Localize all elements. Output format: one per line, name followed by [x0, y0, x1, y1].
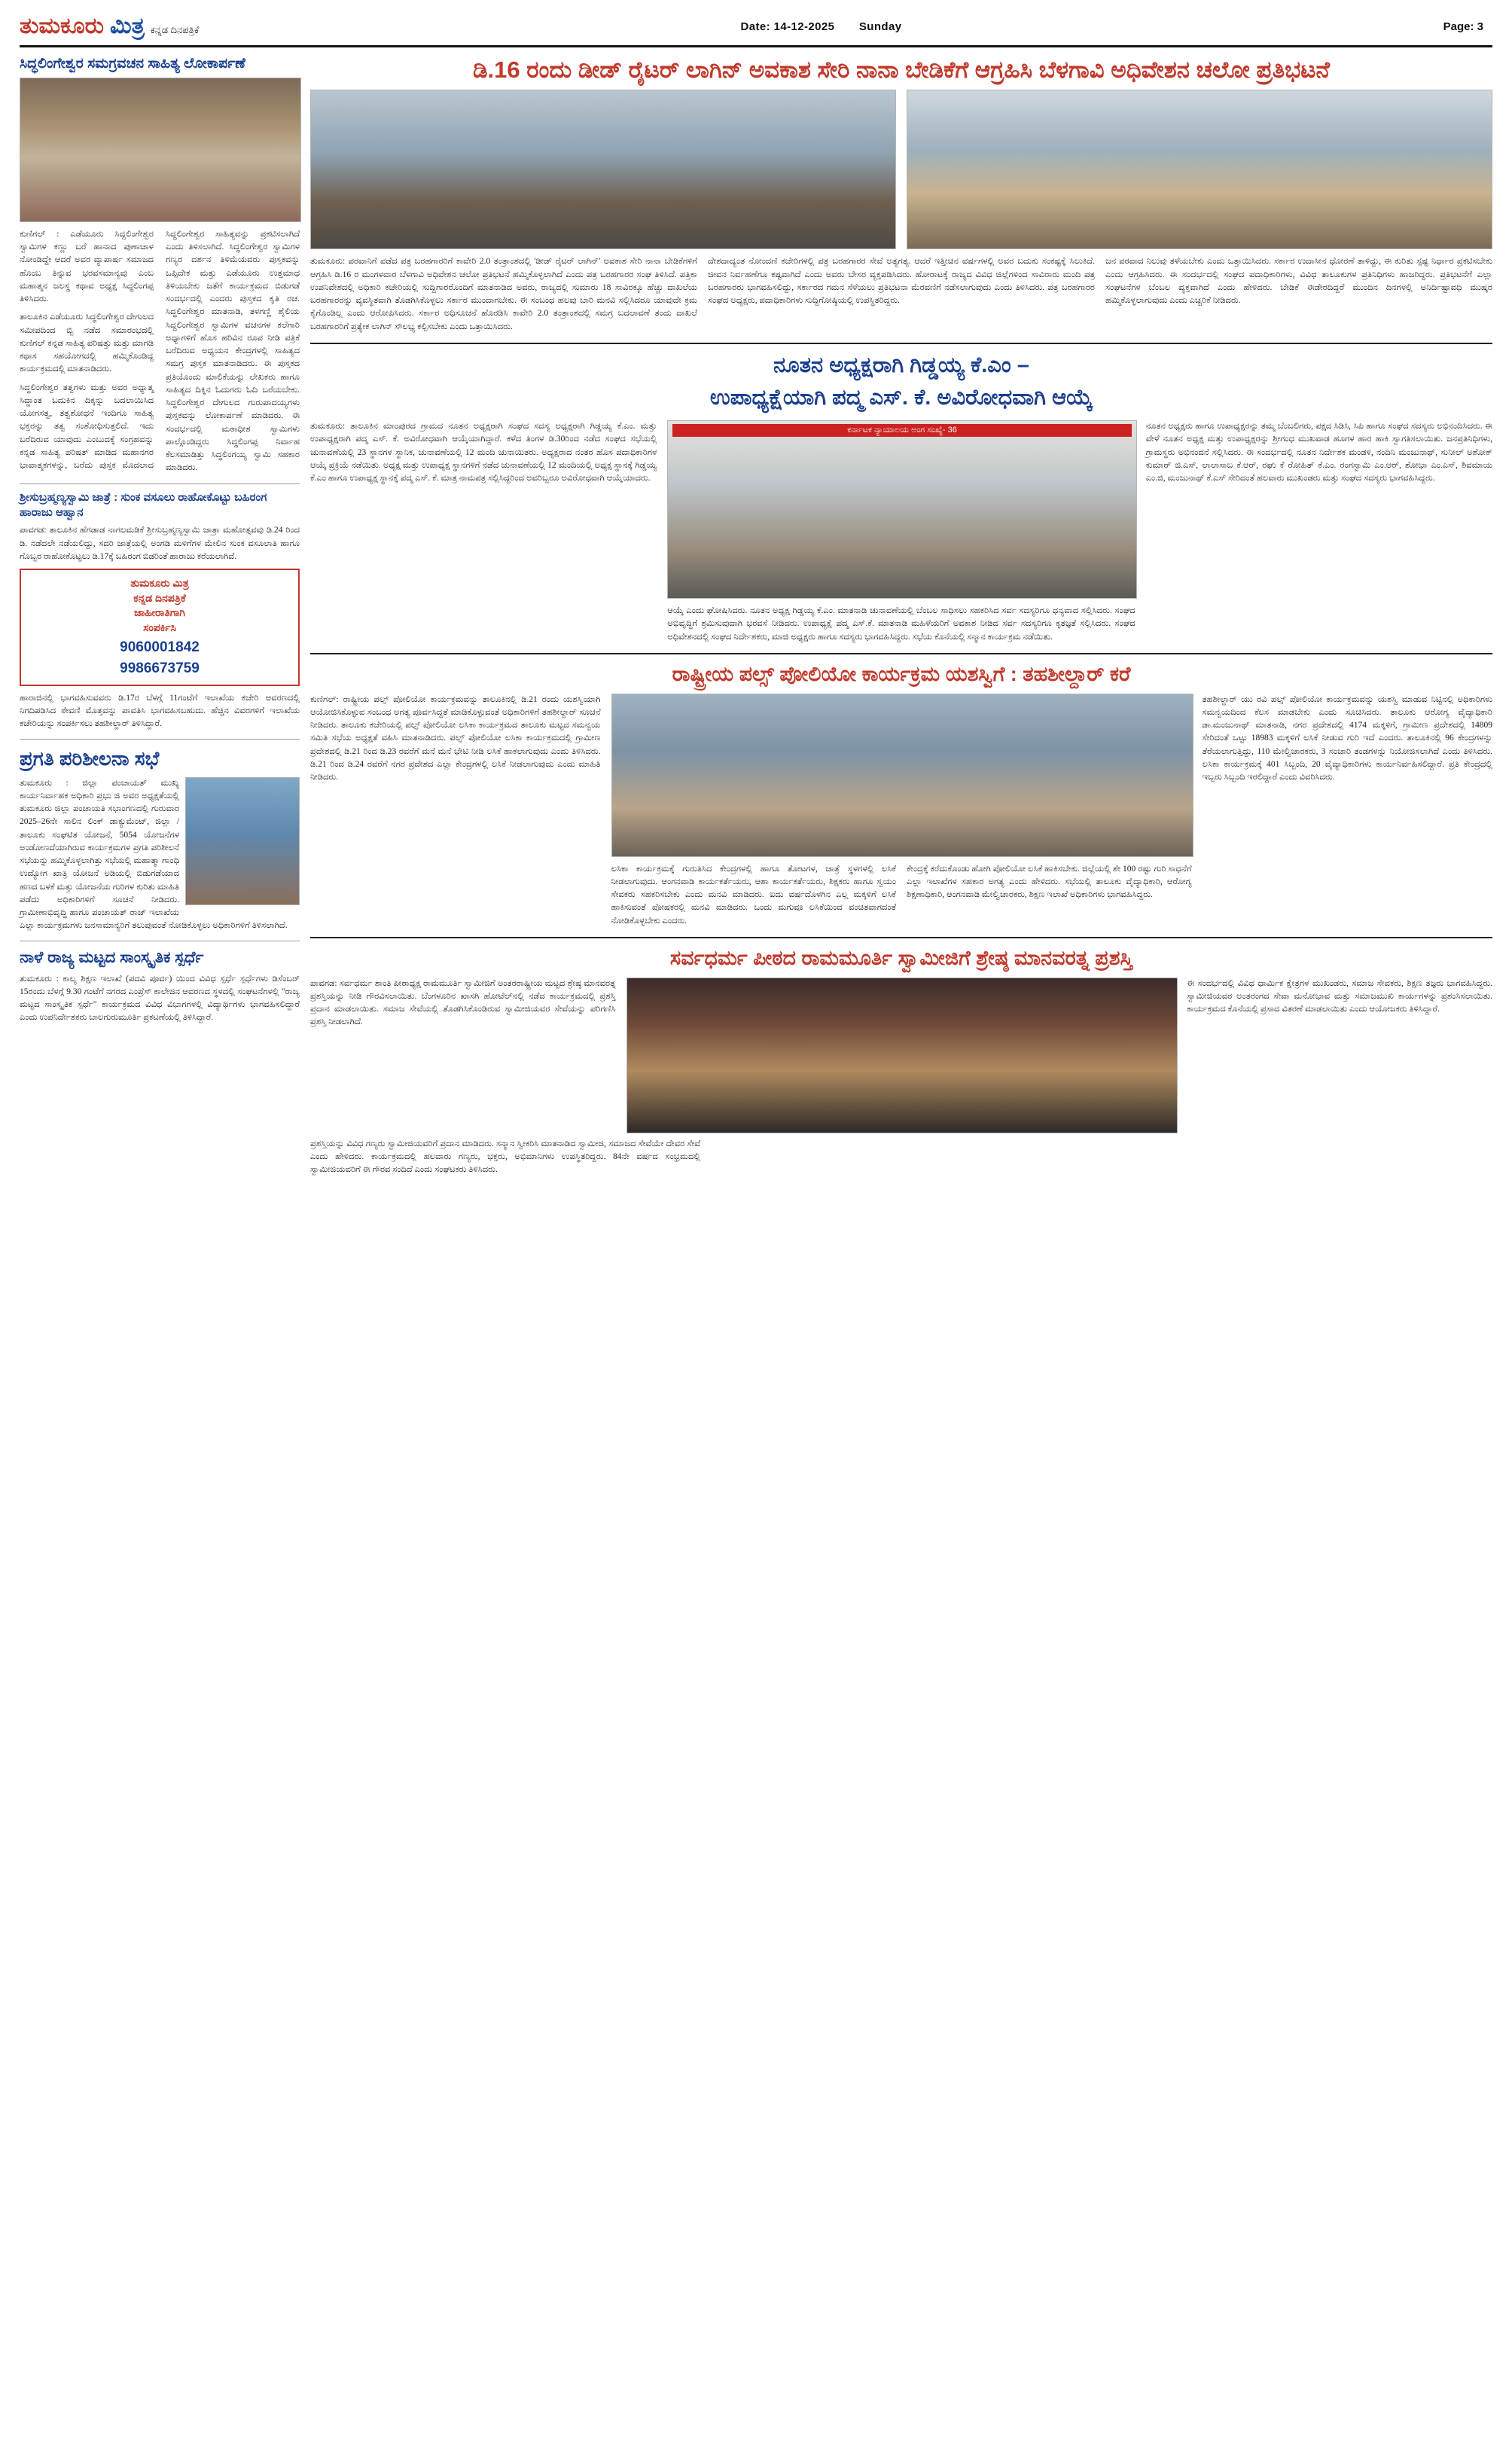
- advertisement-box[interactable]: [20, 569, 300, 686]
- headline-award-swamiji: ಸರ್ವಧರ್ಮ ಪೀಠದ ರಾಮಮೂರ್ತಿ ಸ್ವಾಮೀಜಿಗೆ ಶ್ರೇಷ್ಠ ಮಾನವರತ್ನ ಪ್ರಶಸ್ತಿ: [669, 946, 1133, 969]
- photo-press-meet-1: [310, 90, 896, 249]
- masthead: [20, 14, 1492, 47]
- headline-pulse-polio: ರಾಷ್ಟ್ರೀಯ ಪಲ್ಸ್ ಪೋಲಿಯೋ ಕಾರ್ಯಕ್ರಮ ಯಶಸ್ವಿಗೆ : ತಹಶೀಲ್ದಾರ್ ಕರೆ: [672, 662, 1131, 685]
- article-paragraph: ತುಮಕೂರು : ಕಾಲ್ಯ ಶಿಕ್ಷಣ ಇಲಾಖೆ (ಪದವಿ ಪೂರ್ವ) ಯಿಂದ ವಿವಿಧ ಸ್ಪರ್ಧೆ ಸ್ಪರ್ಧೆಗಳು ಡಿಸೆಂಬರ್ 15ರಂದು ಬೆಳಗ್ಗೆ 9.30 ಗಂಟೆಗೆ ನಗರದ ಎಂಪ್ರೆಸ್ ಕಾಲೇಜಿನ ಆವರಣದ ಸ್ಥಳದಲ್ಲಿ ಸಂಘಟನೆಗಳಲ್ಲಿ "ರಾಜ್ಯ ಮಟ್ಟದ ಸಾಂಸ್ಕೃತಿಕ ಸ್ಪರ್ಧೆ" ಕಾರ್ಯಕ್ರಮದ ವಿವಿಧ ವಿಭಾಗಗಳಲ್ಲಿ ವಿದ್ಯಾರ್ಥಿಗಳು ಭಾಗವಹಿಸಲಿದ್ದಾರೆ ಎಂದು ಉಪನಿರ್ದೇಶಕರು ಬಾಲಗುರುಮೂರ್ತಿ ಪ್ರಕಟಣೆಯಲ್ಲಿ ತಿಳಿಸಿದ್ದಾರೆ.: [20, 974, 300, 1023]
- article-paragraph: ತುಮಕೂರು : ಜಿಲ್ಲಾ ಪಂಚಾಯತ್ ಮುಖ್ಯ ಕಾರ್ಯನಿರ್ವಾಹಕ ಅಧಿಕಾರಿ ಪ್ರಭು ಜಿ ಅವರ ಅಧ್ಯಕ್ಷತೆಯಲ್ಲಿ ತುಮಕೂರು ಜಿಲ್ಲಾ ಪಂಚಾಯತಿ ಸಭಾಂಗಣದಲ್ಲಿ ಗುರುವಾರ 2025–26ನೇ ಸಾಲಿನ ಲಿಂಕ್ ಡಾಕ್ಯುಮೆಂಟ್, ಜಿಲ್ಲಾ / ತಾಲೂಕು ಸಂಘಟಿತ ಯೋಜನೆ, 5054 ಯೋಜನೆಗಳ ಅಂಡೋಣದೆಯಾಗಿರುವ ಕಾರ್ಯಕ್ರಮಗಳ ಪ್ರಗತಿ ಪರಿಶೀಲನೆ ಸಭೆಯನ್ನು ಹಮ್ಮಿಕೊಳ್ಳಲಾಗಿತ್ತು ಸಭೆಯಲ್ಲಿ ಮಹಾತ್ಮಾ ಗಾಂಧಿ ಉದ್ಯೋಗ ಖಾತ್ರಿ ಯೋಜನೆ ಅಡಿಯಲ್ಲಿ ಬಿಡುಗಡೆಯಾದ ಹಣದ ಬಳಕೆ ಮತ್ತು ಯೋಜನೆಯ ಗುರಿಗಳ ಕುರಿತು ಮಾಹಿತಿ ಪಡೆದು ಅಧಿಕಾರಿಗಳಿಗೆ ಸೂಚನೆ ನೀಡಿದರು. ಗ್ರಾಮೀಣಾಭಿವೃದ್ಧಿ ಹಾಗೂ ಪಂಚಾಯತ್ ರಾಜ್ ಇಲಾಖೆಯ ಎಲ್ಲಾ ಕಾರ್ಯಕ್ರಮಗಳು ಜನಸಾಮಾನ್ಯರಿಗೆ ತಲುಪುವಂತೆ ನೋಡಿಕೊಳ್ಳಲು ಅಧಿಕಾರಿಗಳಿಗೆ ತಿಳಿಸಲಾಗಿದೆ.: [20, 778, 288, 931]
- portrait-photo-officer: [185, 777, 300, 905]
- photo-press-meet-2: [907, 90, 1492, 249]
- story4-body: [310, 978, 1492, 1133]
- ad-line-1: ತುಮಕೂರು ಮಿತ್ರ: [130, 577, 189, 590]
- date-label: Date: 14-12-2025: [740, 20, 835, 33]
- photo-award-ceremony: [626, 978, 1178, 1133]
- ad-phone-2[interactable]: 9986673759: [120, 660, 200, 677]
- article-subrahmanya: [20, 524, 300, 563]
- ad-line-4: ಸಂಪರ್ಕಿಸಿ: [143, 621, 176, 633]
- ad-phone-1[interactable]: 9060001842: [120, 639, 200, 655]
- headline-cultural-competition: ನಾಳೆ ರಾಜ್ಯ ಮಟ್ಟದ ಸಾಂಸ್ಕೃತಿಕ ಸ್ಪರ್ಧೆ: [20, 948, 204, 966]
- article-siddalingeshwara: [20, 228, 300, 477]
- headline-new-president-line2: ಉಪಾಧ್ಯಕ್ಷೆಯಾಗಿ ಪದ್ಮ ಎಸ್. ಕೆ. ಅವಿರೋಧವಾಗಿ ಆಯ್ಕೆ: [709, 386, 1093, 410]
- story4-col-3: ಈ ಸಂದರ್ಭದಲ್ಲಿ ವಿವಿಧ ಧಾರ್ಮಿಕ ಕ್ಷೇತ್ರಗಳ ಮುಖಂಡರು, ಸಮಾಜ ಸೇವಕರು, ಶಿಕ್ಷಣ ತಜ್ಞರು ಭಾಗವಹಿಸಿದ್ದರು. ಸ್ವಾಮೀಜಿಯವರ ಅಂತರಂಗದ ಸೇವಾ ಮನೋಭಾವ ಮತ್ತು ಸಮಾಜಮುಖಿ ಕಾರ್ಯಗಳನ್ನು ಪ್ರಶಂಸಿಸಲಾಯಿತು. ಕಾರ್ಯಕ್ರಮದ ಕೊನೆಯಲ್ಲಿ ಪ್ರಸಾದ ವಿತರಣೆ ಮಾಡಲಾಯಿತು ಎಂದು ಆಯೋಜಕರು ತಿಳಿಸಿದ್ದಾರೆ.: [1187, 978, 1493, 1014]
- logo-text-secondary: ಮಿತ್ರ: [110, 14, 145, 38]
- photo-polio-meeting: [611, 694, 1193, 857]
- article-subrahmanya-cont: [20, 692, 300, 731]
- logo-text-primary: ತುಮಕೂರು: [20, 14, 105, 38]
- headline-pragati-sabhe: ಪ್ರಗತಿ ಪರಿಶೀಲನಾ ಸಭೆ: [20, 746, 160, 770]
- photo-book-release: [20, 78, 301, 222]
- headline-siddalingeshwara: ಸಿದ್ಧಲಿಂಗೇಶ್ವರ ಸಮಗ್ರವಚನ ಸಾಹಿತ್ಯ ಲೋಕಾರ್ಪಣೆ: [20, 56, 245, 72]
- headline-new-president-line1: ನೂತನ ಅಧ್ಯಕ್ಷರಾಗಿ ಗಿಡ್ಡಯ್ಯ ಕೆ.ಎಂ –: [773, 352, 1029, 377]
- headline-deed-writer-protest: ಡಿ.16 ರಂದು ಡೀಡ್ ರೈಟರ್ ಲಾಗಿನ್ ಅವಕಾಶ ಸೇರಿ ನಾನಾ ಬೇಡಿಕೆಗೆ ಆಗ್ರಹಿಸಿ ಬೆಳಗಾವಿ ಅಧಿವೇಶನ ಚಲೋ ಪ್ರತಿಭಟನೆ: [472, 56, 1331, 83]
- story4-col-2: ಪ್ರಶಸ್ತಿಯನ್ನು ವಿವಿಧ ಗಣ್ಯರು ಸ್ವಾಮೀಜಿಯವರಿಗೆ ಪ್ರದಾನ ಮಾಡಿದರು. ಸನ್ಮಾನ ಸ್ವೀಕರಿಸಿ ಮಾತನಾಡಿದ ಸ್ವಾಮೀಜಿ, ಸಮಾಜದ ಸೇವೆಯೇ ದೇವರ ಸೇವೆ ಎಂದು ಹೇಳಿದರು. ಕಾರ್ಯಕ್ರಮದಲ್ಲಿ ಹಲವಾರು ಗಣ್ಯರು, ಭಕ್ತರು, ಅಭಿಮಾನಿಗಳು ಉಪಸ್ಥಿತರಿದ್ದರು. 84ನೇ ವರ್ಷದ ಸಂಭ್ರಮದಲ್ಲಿ ಸ್ವಾಮೀಜಿಯವರಿಗೆ ಈ ಗೌರವ ಸಂದಿದೆ ಎಂದು ಸಂಘಟಕರು ತಿಳಿಸಿದರು.: [310, 1139, 701, 1175]
- top-story-col-3: ಜನ ಪರವಾದ ನಿಲುವು ತಳೆಯಬೇಕು ಎಂದು ಒತ್ತಾಯಿಸಿದರು. ಸರ್ಕಾರ ಉದಾಸೀನ ಧೋರಣೆ ತಾಳಿದ್ದು, ಈ ಕುರಿತು ಸ್ಪಷ್ಟ ನಿರ್ಧಾರ ಪ್ರಕಟಿಸಬೇಕು ಎಂದು ಆಗ್ರಹಿಸಿದರು. ಈ ಸಂದರ್ಭದಲ್ಲಿ ಸಂಘದ ಪದಾಧಿಕಾರಿಗಳು, ವಿವಿಧ ತಾಲೂಕುಗಳ ಪ್ರತಿನಿಧಿಗಳು ಹಾಜರಿದ್ದರು. ಪ್ರತಿಭಟನೆಗೆ ಎಲ್ಲಾ ಸಂಘಟನೆಗಳ ಬೆಂಬಲ ವ್ಯಕ್ತವಾಗಿದೆ ಎಂದು ಹೇಳಿದರು. ಬೇಡಿಕೆ ಈಡೇರದಿದ್ದರೆ ಮುಂದಿನ ದಿನಗಳಲ್ಲಿ ಅನಿರ್ದಿಷ್ಟಾವಧಿ ಮುಷ್ಕರ ಹಮ್ಮಿಕೊಳ್ಳಲಾಗುವುದು ಎಂದು ಎಚ್ಚರಿಕೆ ನೀಡಿದರು.: [1105, 257, 1492, 306]
- photo-felicitation: [667, 420, 1136, 599]
- top-story-columns: [310, 255, 1492, 334]
- newspaper-logo: [20, 14, 199, 39]
- ad-line-2: ಕನ್ನಡ ದಿನಪತ್ರಿಕೆ: [133, 591, 186, 604]
- article-paragraph: ತಾಲೂಕಿನ ಎಡೆಯೂರು ಸಿದ್ಧಲಿಂಗೇಶ್ವರ ದೇಗುಲದ ಸಮೀಪದಿಂದ ಬ್ಬಿ ನಡೆದ ಸಮಾರಂಭದಲ್ಲಿ ಕುಣಿಗಲ್ ಕನ್ನಡ ಸಾಹಿತ್ಯ ಪರಿಷತ್ತು ಮತ್ತು ಮಾಗಡಿ ಕಥಾಸ ಸಹಯೋಗದಲ್ಲಿ ಹಮ್ಮಿಕೊಂಡಿದ್ದ ಕಾರ್ಯಕ್ರಮದಲ್ಲಿ ಮಾತನಾಡಿದರು.: [20, 313, 154, 374]
- article-paragraph: ಹಾರಾಜಿನಲ್ಲಿ ಭಾಗವಹಿಸುವವರು ಡಿ.17ರ ಬೆಳಗ್ಗೆ 11ಗಂಟೆಗೆ ಇಲಾಖೆಯ ಕಚೇರಿ ಆವರಣದಲ್ಲಿ ನಿಗದಿಪಡಿಸಿದ ಠೇವಣಿ ಮೊತ್ತವನ್ನು ಪಾವತಿಸಿ ಭಾಗವಹಿಸಬಹುದು. ಹೆಚ್ಚಿನ ವಿವರಗಳಿಗೆ ಇಲಾಖೆಯ ಕಚೇರಿಯನ್ನು ಸಂಪರ್ಕಿಸಲು ತಹಶೀಲ್ದಾರ್ ತಿಳಿಸಿದ್ದಾರೆ.: [20, 693, 300, 729]
- story2-body: [310, 420, 1492, 644]
- main-column: [310, 55, 1492, 1176]
- masthead-dateline: [199, 20, 1443, 33]
- story3-col-4: ತಹಶೀಲ್ದಾರ್ ಯು ರವಿ ಪಲ್ಸ್ ಪೋಲಿಯೋ ಕಾರ್ಯಕ್ರಮವನ್ನು ಯಶಸ್ವಿ ಮಾಡುವ ನಿಟ್ಟಿನಲ್ಲಿ ಅಧಿಕಾರಿಗಳು ಸಮನ್ವಯದಿಂದ ಕೆಲಸ ಮಾಡಬೇಕು ಎಂದು ಸೂಚಿಸಿದರು. ತಾಲೂಕು ಆರೋಗ್ಯ ವೈದ್ಯಾಧಿಕಾರಿ ಡಾ.ಮಂಜುನಾಥ್ ಮಾತನಾಡಿ, ನಗರ ಪ್ರದೇಶದಲ್ಲಿ 4174 ಮಕ್ಕಳಿಗೆ, ಗ್ರಾಮೀಣ ಪ್ರದೇಶದಲ್ಲಿ 14809 ಸೇರಿದಂತೆ ಒಟ್ಟು 18983 ಮಕ್ಕಳಿಗೆ ಲಸಿಕೆ ನೀಡುವ ಗುರಿ ಇದೆ ಎಂದರು. ತಾಲೂಕಿನಲ್ಲಿ 96 ಕೇಂದ್ರಗಳನ್ನು ತೆರೆಯಲಾಗುತ್ತಿದ್ದು, 110 ಮೇಲ್ವಿಚಾರಕರು, 3 ಸಂಚಾರಿ ತಂಡಗಳನ್ನು ನಿಯೋಜಿಸಲಾಗಿದೆ ಎಂದು ತಿಳಿಸಿದರು. ಲಸಿಕಾ ಕಾರ್ಯಕ್ರಮಕ್ಕೆ 401 ಸಿಬ್ಬಂದಿ, 20 ವೈದ್ಯಾಧಿಕಾರಿಗಳು ಕಾರ್ಯನಿರ್ವಹಿಸಲಿದ್ದಾರೆ. ಪ್ರತಿ ಕೇಂದ್ರದಲ್ಲಿ ಇಬ್ಬರು ಸಿಬ್ಬಂದಿ ಇರಲಿದ್ದಾರೆ ಎಂದು ವಿವರಿಸಿದರು.: [1202, 694, 1492, 782]
- story2-col-1: ತುಮಕೂರು: ತಾಲೂಕಿನ ಮಾಂಪುರದ ಗ್ರಾಮದ ನೂತನ ಅಧ್ಯಕ್ಷರಾಗಿ ಸಂಘದ ಸದಸ್ಯ ಅಧ್ಯಕ್ಷರಾಗಿ ಗಿಡ್ಡಯ್ಯ ಕೆ.ಎಂ. ಮತ್ತು ಉಪಾಧ್ಯಕ್ಷರಾಗಿ ಪದ್ಮ ಎಸ್. ಕೆ. ಅವಿರೋಧವಾಗಿ ಆಯ್ಕೆಯಾಗಿದ್ದಾರೆ. ಕಳೆದ ತಿಂಗಳ ಡಿ.30ರಿಂದ ನಡೆದ ಸಂಘದ ಸಭೆಯಲ್ಲಿ ಚುನಾವಣೆಯಲ್ಲಿ 23 ಸ್ಥಾನಗಳ ಸ್ಥಾನಿಕ, ಚುನಾವಣೆಯಲ್ಲಿ 12 ಮಂದಿ ಚುನಾಯಿತರು. ಅಧ್ಯಕ್ಷರಾದ ನಂತರ ಹೊಸ ಪದಾಧಿಕಾರಿಗಳ ಆಯ್ಕೆ ಪ್ರಕ್ರಿಯೆ ನಡೆಯಿತು. ಅಧ್ಯಕ್ಷ ಮತ್ತು ಉಪಾಧ್ಯಕ್ಷ ಸ್ಥಾನಗಳಿಗೆ ನಡೆದ ಚುನಾವಣೆಯಲ್ಲಿ 12 ಮಂದಿಯಲ್ಲಿ ಅಧ್ಯಕ್ಷ ಸ್ಥಾನಕ್ಕೆ ಗಿಡ್ಡಯ್ಯ ಕೆ.ಎಂ ಹಾಗೂ ಉಪಾಧ್ಯಕ್ಷ ಸ್ಥಾನಕ್ಕೆ ಪದ್ಮ ಎಸ್. ಕೆ. ಮಾತ್ರ ನಾಮಪತ್ರ ಸಲ್ಲಿಸಿದ್ದರಿಂದ ಅವರಿಬ್ಬರೂ ಅವಿರೋಧವಾಗಿ ಆಯ್ಕೆಯಾದರು.: [310, 422, 657, 483]
- page-number: Page: 3: [1443, 20, 1483, 33]
- story3-col-2: ಲಸಿಕಾ ಕಾರ್ಯಕ್ರಮಕ್ಕೆ ಗುರುತಿಸಿದ ಕೇಂದ್ರಗಳಲ್ಲಿ ಹಾಗೂ ತೋಟಗಳ, ಜಾತ್ರೆ ಸ್ಥಳಗಳಲ್ಲಿ ಲಸಿಕೆ ನೀಡಲಾಗುವುದು. ಆಂಗನವಾಡಿ ಕಾರ್ಯಕರ್ತೆಯರು, ಆಶಾ ಕಾರ್ಯಕರ್ತೆಯರು, ಶಿಕ್ಷಕರು ಹಾಗೂ ಸ್ವಯಂ ಸೇವಕರು ಸಹಕರಿಸಬೇಕು ಎಂದು ಮನವಿ ಮಾಡಿದರು. ಐದು ವರ್ಷದೊಳಗಿನ ಎಲ್ಲ ಮಕ್ಕಳಿಗೆ ಲಸಿಕೆ ಹಾಕಿಸುವಂತೆ ಪೋಷಕರಲ್ಲಿ ಮನವಿ ಮಾಡಿದರು. ಒಂದು ಮಗುವೂ ಲಸಿಕೆಯಿಂದ ವಂಚಿತವಾಗದಂತೆ ನೋಡಿಕೊಳ್ಳಬೇಕು ಎಂದರು.: [611, 864, 896, 926]
- top-story-col-2: ದೇಶದಾದ್ಯಂತ ನೋಂದಣಿ ಕಚೇರಿಗಳಲ್ಲಿ ಪತ್ರ ಬರಹಗಾರರ ಸೇವೆ ಅತ್ಯಗತ್ಯ. ಆದರೆ ಇತ್ತೀಚಿನ ವರ್ಷಗಳಲ್ಲಿ ಅವರ ಬದುಕು ಸಂಕಷ್ಟಕ್ಕೆ ಸಿಲುಕಿದೆ. ಜೀವನ ನಿರ್ವಹಣೆಗೂ ಕಷ್ಟವಾಗಿದೆ ಎಂದು ಅವರು ಬೇಸರ ವ್ಯಕ್ತಪಡಿಸಿದರು. ಹೋರಾಟಕ್ಕೆ ರಾಜ್ಯದ ವಿವಿಧ ಜಿಲ್ಲೆಗಳಿಂದ ಸಾವಿರಾರು ಮಂದಿ ಪತ್ರ ಬರಹಗಾರರು ಭಾಗವಹಿಸಲಿದ್ದು, ಸರ್ಕಾರದ ಗಮನ ಸೆಳೆಯಲು ಪ್ರತಿಭಟನಾ ಮೆರವಣಿಗೆ ನಡೆಸಲಾಗುವುದು ಎಂದು ತಿಳಿಸಿದರು. ಪತ್ರ ಬರಹಗಾರರ ಸಂಘದ ಅಧ್ಯಕ್ಷರು, ಪದಾಧಿಕಾರಿಗಳು ಸುದ್ದಿಗೋಷ್ಠಿಯಲ್ಲಿ ಉಪಸ್ಥಿತರಿದ್ದರು.: [708, 257, 1095, 306]
- story3-col-1: ಕುಣಿಗಲ್: ರಾಷ್ಟ್ರೀಯ ಪಲ್ಸ್ ಪೋಲಿಯೋ ಕಾರ್ಯಕ್ರಮವನ್ನು ತಾಲೂಕಿನಲ್ಲಿ ಡಿ.21 ರಂದು ಯಶಸ್ವಿಯಾಗಿ ಆಯೋಜಿಸಿಕೊಳ್ಳುವ ಸಂಬಂಧ ಅಗತ್ಯ ಪೂರ್ವಸಿದ್ಧತೆ ಮಾಡಿಕೊಳ್ಳುವಂತೆ ಅಧಿಕಾರಿಗಳಿಗೆ ತಹಶೀಲ್ದಾರ್ ಸೂಚನೆ ನೀಡಿದರು. ತಾಲೂಕು ಕಚೇರಿಯಲ್ಲಿ ಪಲ್ಸ್ ಪೋಲಿಯೋ ಲಸಿಕಾ ಕಾರ್ಯಕ್ರಮದ ತಾಲೂಕು ಮಟ್ಟದ ಸಮನ್ವಯ ಸಮಿತಿ ಸಭೆಯ ಅಧ್ಯಕ್ಷತೆ ವಹಿಸಿ ಮಾತನಾಡಿದರು. ಪಲ್ಸ್ ಪೋಲಿಯೋ ಲಸಿಕಾ ಕಾರ್ಯಕ್ರಮದಲ್ಲಿ ಗ್ರಾಮೀಣ ಪ್ರದೇಶದಲ್ಲಿ ಡಿ.21 ರಿಂದ ಡಿ.23 ರವರೆಗೆ ಮನೆ ಮನೆ ಭೇಟಿ ನೀಡಿ ಲಸಿಕೆ ಹಾಕಲಾಗುವುದು ಎಂದು ತಿಳಿಸಿದರು. ಡಿ.21 ರಿಂದ ಡಿ.24 ರವರೆಗೆ ನಗರ ಪ್ರದೇಶದ ಎಲ್ಲಾ ಕೇಂದ್ರಗಳಲ್ಲಿ ಲಸಿಕೆ ನೀಡಲಾಗುವುದು ಎಂದು ಮಾಹಿತಿ ನೀಡಿದರು.: [310, 694, 601, 782]
- headline-subrahmanya-jatre: ಶ್ರೀಸುಬ್ರಹ್ಮಣ್ಯಸ್ವಾಮಿ ಜಾತ್ರೆ : ಸುಂಕ ವಸೂಲು ರಾಹೋಕೊಟ್ಟು ಬಹಿರಂಗ ಹಾರಾಜು ಆಹ್ವಾನ: [20, 491, 267, 519]
- photo-banner-text: ಕರ್ನಾಟಕ ನ್ಯಾಯಾಲಯ ಅಂಗ ಸಂಖ್ಯೆ- 36: [672, 424, 1131, 437]
- story3-col-3: ಕೇಂದ್ರಕ್ಕೆ ಕರೆದುಕೊಂಡು ಹೋಗಿ ಪೋಲಿಯೋ ಲಸಿಕೆ ಹಾಕಿಸಬೇಕು. ಜಿಲ್ಲೆಯಲ್ಲಿ ಶೇ 100 ರಷ್ಟು ಗುರಿ ಸಾಧನೆಗೆ ಎಲ್ಲಾ ಇಲಾಖೆಗಳ ಸಹಕಾರ ಅಗತ್ಯ ಎಂದು ಹೇಳಿದರು. ಸಭೆಯಲ್ಲಿ ತಾಲೂಕು ವೈದ್ಯಾಧಿಕಾರಿ, ಆರೋಗ್ಯ ಶಿಕ್ಷಣಾಧಿಕಾರಿ, ಆಂಗನವಾಡಿ ಮೇಲ್ವಿಚಾರಕರು, ಶಿಕ್ಷಣ ಇಲಾಖೆ ಅಧಿಕಾರಿಗಳು ಭಾಗವಹಿಸಿದ್ದರು.: [907, 864, 1192, 900]
- ad-line-3: ಜಾಹೀರಾತಿಗಾಗಿ: [134, 606, 185, 619]
- top-story-col-1: ತುಮಕೂರು: ಪರವಾನಿಗೆ ಪಡೆದ ಪತ್ರ ಬರಹಗಾರರಿಗೆ ಕಾವೇರಿ 2.0 ತಂತ್ರಾಂಶದಲ್ಲಿ 'ಡೀಡ್ ರೈಟರ್ ಲಾಗಿನ್' ಅವಕಾಶ ಸೇರಿ ನಾನಾ ಬೇಡಿಕೆಗಳಿಗೆ ಆಗ್ರಹಿಸಿ ಡಿ.16 ರ ಮಂಗಳವಾರ ಬೆಳಗಾವಿ ಅಧಿವೇಶನ ಚಲೋ ಪ್ರತಿಭಟನೆ ಹಮ್ಮಿಕೊಳ್ಳಲಾಗಿದೆ ಎಂದು ಪತ್ರ ಬರಹಗಾರರ ಸಂಘ ತಿಳಿಸಿದೆ. ಪತ್ರಿಕಾ ಉಪನಿವೇಶದಲ್ಲಿ ಅಧಿಕಾರಿ ಕಚೇರಿಯಲ್ಲಿ ಸುದ್ದಿಗಾರರೊಂದಿಗೆ ಮಾತನಾಡಿದ ಅವರು, ರಾಜ್ಯದಲ್ಲಿ ಸುಮಾರು 18 ಸಾವಿರಕ್ಕೂ ಹೆಚ್ಚು ದಾಖಲೆಯ ಬರಹಗಾರರನ್ನು ವ್ಯವಸ್ಥಿತವಾಗಿ ತೊಡಗಿಸಿಕೊಳ್ಳಲು ಸರ್ಕಾರ ಮುಂದಾಗಬೇಕು. ಈ ಸಂಬಂಧ ಹಲವು ಬಾರಿ ಮನವಿ ಸಲ್ಲಿಸಿದರೂ ಯಾವುದೇ ಕ್ರಮ ಕೈಗೊಂಡಿಲ್ಲ ಎಂದು ಆರೋಪಿಸಿದರು. ಸರ್ಕಾರ ಅಧಿಸೂಚನೆ ಹೊರಡಿಸಿ ಕಾವೇರಿ 2.0 ತಂತ್ರಾಂಶದಲ್ಲಿ ಸಮಗ್ರ ಬದಲಾವಣೆ ತಂದು ದಾಖಲೆ ಬರಹಗಾರರಿಗೆ ಪ್ರತ್ಯೇಕ ಲಾಗಿನ್ ಸೌಲಭ್ಯ ಕಲ್ಪಿಸಬೇಕು ಎಂದು ಒತ್ತಾಯಿಸಿದರು.: [310, 257, 697, 331]
- left-column: [20, 55, 300, 1176]
- article-paragraph: ಕುಣಿಗಲ್ : ಎಡೆಯೂರು ಸಿದ್ದಲಿಂಗೇಶ್ವರ ಸ್ವಾಮಿಗಳ ಕಣ್ಣು ಬರೆ ಹಾನಾದ ಪುಣಾಚಾಳ ನೋಂಡಿದ್ದೇ ಆದರೆ ಅವರ ವ್ಯಾಪಾರ್ಷ ಸಮಾಜದ ಹೊಂಬ ತಿನ್ನುವ ಭರವಸಮಾನ್ಯವು ಎಂಬ ಮಹಾತ್ಮನ ಜಲಸ್ಥ ಕಥಾವ ಅಧ್ಯಕ್ಷ ಸಿದ್ಧಲಿಂಗಪ್ಪ ತಿಳಿಸಿದರು.: [20, 229, 154, 303]
- story3-body: [310, 694, 1492, 928]
- story4-col-1: ಪಾವಗಡ: ಸರ್ವಧರ್ಮ ಶಾಂತಿ ಪೀಠಾಧ್ಯಕ್ಷ ರಾಮಮೂರ್ತಿ ಸ್ವಾಮೀಜಿಗೆ ಅಂತರರಾಷ್ಟ್ರೀಯ ಮಟ್ಟದ ಶ್ರೇಷ್ಠ ಮಾನವರತ್ನ ಪ್ರಶಸ್ತಿಯನ್ನು ನೀಡಿ ಗೌರವಿಸಲಾಯಿತು. ಬೆಂಗಳೂರಿನ ಖಾಸಗಿ ಹೋಟೆಲ್‌ನಲ್ಲಿ ನಡೆದ ಕಾರ್ಯಕ್ರಮದಲ್ಲಿ ಪ್ರಶಸ್ತಿ ಪ್ರದಾನ ಮಾಡಲಾಯಿತು. ಸಮಾಜ ಸೇವೆಯಲ್ಲಿ ತೊಡಗಿಸಿಕೊಂಡಿರುವ ಸ್ವಾಮೀಜಿಯವರ ಸೇವೆಯನ್ನು ಪರಿಗಣಿಸಿ ಪ್ರಶಸ್ತಿ ನೀಡಲಾಗಿದೆ.: [310, 978, 616, 1027]
- article-paragraph: ಸಿದ್ಧಲಿಂಗೇಶ್ವರ ತತ್ವಗಳು ಮತ್ತು ಅವರ ಅಧ್ಯಾತ್ಮ ಸಿದ್ಧಾಂತ ಬದುಕಿನ ದಿಕ್ಕನ್ನು ಬದಲಾಯಿಸಿದ ಯೋಗಸತ್ವ, ತತ್ವಶೋಧನೆ ಇಂದಿಗೂ ಸಾಹಿತ್ಯ ಭಕ್ತರನ್ನು ತತ್ವ ಸಂಶೋಧಿಸುತ್ತಲಿದೆ. ಇದು ಬರೆದಿರುವ ಯಾವುದು ಎಂಬುದಕ್ಕೆ ಸಂಗ್ರಹವನ್ನು ಕನ್ನಡ ಸಾಹಿತ್ಯ ಪರಿಷತ್ ಮಾಡಿದ ಮಹಾನಗರ ಭಾವಾತ್ಮಕಗಳನ್ನು, ಬರೆದು ಪುಸ್ತಕ ಮೊದಲಾದ ಸಿದ್ಧಲಿಂಗೇಶ್ವರ ಸಾಹಿತ್ಯವನ್ನು ಪ್ರಕಟಿಸಲಾಗಿದೆ ಎಂದು ತಿಳಿಸಲಾಗಿದೆ. ಸಿದ್ಧಲಿಂಗೇಶ್ವರ ಸ್ವಾಮಿಗಳ ಗಣ್ಯರ ದರ್ಶನ ತಿಳಿಮೆಯವರು ಪುಸ್ತಕವನ್ನು ಒಪ್ಪಿದೇಕ ಮತ್ತು ಎಡೆಯೂರು ಉತ್ತಮಾಧ ತಿಳಿಯಬೇಕು ಜತೆಗೆ ಕಾರ್ಯಕ್ರಮದ ಬಿಡುಗಡೆ ಸಂದರ್ಭದಲ್ಲಿ ಎಂದರು ಪುಸ್ತಕದ ಕೃತಿ ರಚ. ಸಿದ್ಧಲಿಂಗೇಶ್ವರ ಮಾತನಾಡಿ, ತಳಗಣ್ಣಿ ಶೈಲಿಯ ಸಿದ್ಧಲಿಂಗೇಶ್ವರ ಸ್ವಾಮಿಗಳ ವಚನಗಳ ಕಲೆಗಾರಿ ಅಧ್ಯಾಗಳಿಗೆ ಹೊಸ ಹರಿವಿನ ರೂಪ ನೀಡಿ ಪತ್ರಿಕೆ ಬರೆದಿರುವ ಅಧ್ಯಯನ ಕೇಂದ್ರಗಳಲ್ಲಿ ಸಾಹಿತ್ಯದ ಸಮಗ್ರ ಪುಸ್ತಕ ಮಾತನಾಡಿದರು. ಈ ಪುಸ್ತಕದ ಪ್ರತಿಯೊಂದು ಮಾಲಿಕೆಯನ್ನು ಲೇಖಕರು ಹಾಗೂ ಸಾಹಿತ್ಯದ ದಿಕ್ಕಿನ ಓದುಗರು ಓದಿ ಬರೆಯಬೇಕು. ಸಿದ್ಧಲಿಂಗೇಶ್ವರ ದೇಗುಲದ ಗುರುಪಾದಯ್ಯಗಳು ಪುಸ್ತಕವನ್ನು ಲೋಕಾರ್ಪಣೆ ಮಾಡಿದರು. ಈ ಸಂದರ್ಭದಲ್ಲಿ ಮಠಾಧೀಶ ಸ್ವಾಮಿಗಳು ಪಾಲ್ಗೊಂಡಿದ್ದರು ಸಿದ್ಧಲಿಂಗಪ್ಪ ನಿರ್ವಾಹ ಕೆಲಸಮಾಡಿತ್ತು ಸಿದ್ಧಲಿಂಗಯ್ಯ ಸ್ವಾಮಿ ಸಹಕಾರ ಮಾಡಿದರು.: [20, 229, 300, 473]
- story2-col-3: ನೂತನ ಅಧ್ಯಕ್ಷರು ಹಾಗೂ ಉಪಾಧ್ಯಕ್ಷರನ್ನು ತಮ್ಮ ಬೆಂಬಲಿಗರು, ಪಕ್ಷದ ಸಿಡಿಸಿ, ಸಿಪಿ ಹಾಗೂ ಸಂಘದ ಸದಸ್ಯರು ಅಭಿನಂದಿಸಿದರು. ಈ ವೇಳೆ ನೂತನ ಅಧ್ಯಕ್ಷ ಮತ್ತು ಉಪಾಧ್ಯಕ್ಷರನ್ನು ಶ್ರೀಗಂಧ ಮುಖವಾಡ ಹೂಗಳ ಹಾರ ಹಾಕಿ ಸ್ವಾಗತಿಸಲಾಯಿತು. ಜನಪ್ರತಿನಿಧಿಗಳು, ಗ್ರಾಮಸ್ಥರು ಅಭಿನಂದನೆ ಸಲ್ಲಿಸಿದರು. ಈ ಸಂದರ್ಭದಲ್ಲಿ ನೂತನ ನಿರ್ದೇಶಕ ಮಂಡಳಿ, ನಂದಿನಿ ಮಂಜುನಾಥ್, ಸುನೀಲ್ ಅಶೋಕ್ ಕುಮಾರ್ ಜಿ.ಎಸ್, ಲಾಲಾಸಾಬ ಕೆ.ಆರ್, ರಘು ಕೆ ರೋಹಿತ್ ಕೆ.ಎಂ. ರಂಗಸ್ವಾಮಿ ಎಂ.ಆರ್, ಶೋಭಾ ಎಂ.ಎಸ್, ಶಿವಮಾಯ ಎಂ.ಜಿ, ಮಂಜುನಾಥ್ ಕೆ.ಎಸ್ ಸೇರಿದಂತೆ ಹಲವಾರು ಮುಖಂಡರು ಮತ್ತು ಸಂಘದ ಸದಸ್ಯರು ಭಾಗವಹಿಸಿದ್ದರು.: [1145, 422, 1492, 483]
- day-label: Sunday: [858, 20, 902, 33]
- article-cultural: [20, 973, 300, 1025]
- logo-subtitle: ಕನ್ನಡ ದಿನಪತ್ರಿಕೆ: [150, 24, 200, 35]
- article-paragraph: ಪಾವಗಡ: ತಾಲೂಕಿನ ಹೆಗಡಾಡ ನಾಗಲಮಡಿಕೆ ಶ್ರೀಸುಬ್ರಹ್ಮಣ್ಯಸ್ವಾಮಿ ಜಾತ್ರಾ ಮಹೋತ್ಸವವು ಡಿ.24 ರಿಂದ ಡಿ. ನಡೆದಲೇ ನಡೆಯಲಿದ್ದು, ಸದರಿ ಜಾತ್ರೆಯಲ್ಲಿ ಅಂಗಡಿ ಮಳಿಗೆಗಳ ಮೇಲಿನ ಸುಂಕ ವಸೂಲಾತಿ ಹಾಗೂ ಗೊಬ್ಬರ ರಾಹೋಕೊಟ್ಟಲು ಡಿ.17ಕ್ಕೆ ಬಹಿರಂಗ ಬಿಡರಿಂತೆ ಹಾರಾಜು ಕರೆಯಲಾಗಿದೆ.: [20, 526, 300, 561]
- story2-col-2: ಆಯ್ಕೆ ಎಂದು ಘೋಷಿಸಿದರು. ನೂತನ ಅಧ್ಯಕ್ಷ ಗಿಡ್ಡಯ್ಯ ಕೆ.ಎಂ. ಮಾತನಾಡಿ ಚುನಾವಣೆಯಲ್ಲಿ ಬೆಂಬಲ ಸಾಧಿಸಲು ಸಹಕರಿಸಿದ ಸರ್ವ ಸದಸ್ಯರಿಗೂ ಧನ್ಯವಾದ ಸಲ್ಲಿಸಿದರು. ಸಂಘದ ಅಭಿವೃದ್ಧಿಗೆ ಶ್ರಮಿಸುವುದಾಗಿ ಭರವಸೆ ನೀಡಿದರು. ಉಪಾಧ್ಯಕ್ಷೆ ಪದ್ಮ ಎಸ್.ಕೆ. ಮಾತನಾಡಿ ಮಹಿಳೆಯರಿಗೆ ಅವಕಾಶ ನೀಡಿದ ಸರ್ವ ಸದಸ್ಯರಿಗೂ ಕೃತಜ್ಞತೆ ಸಲ್ಲಿಸಿದರು. ಸಂಘದ ಅಧಿವೇಶನದಲ್ಲಿ ಸಂಘದ ನಿರ್ದೇಶಕರು, ಮಾಜಿ ಅಧ್ಯಕ್ಷರು ಹಾಗೂ ಸದಸ್ಯರು ಭಾಗವಹಿಸಿದ್ದರು. ಸಭೆಯ ಕೊನೆಯಲ್ಲಿ ಸನ್ಮಾನ ಕಾರ್ಯಕ್ರಮ ನಡೆಯಿತು.: [667, 606, 1136, 642]
